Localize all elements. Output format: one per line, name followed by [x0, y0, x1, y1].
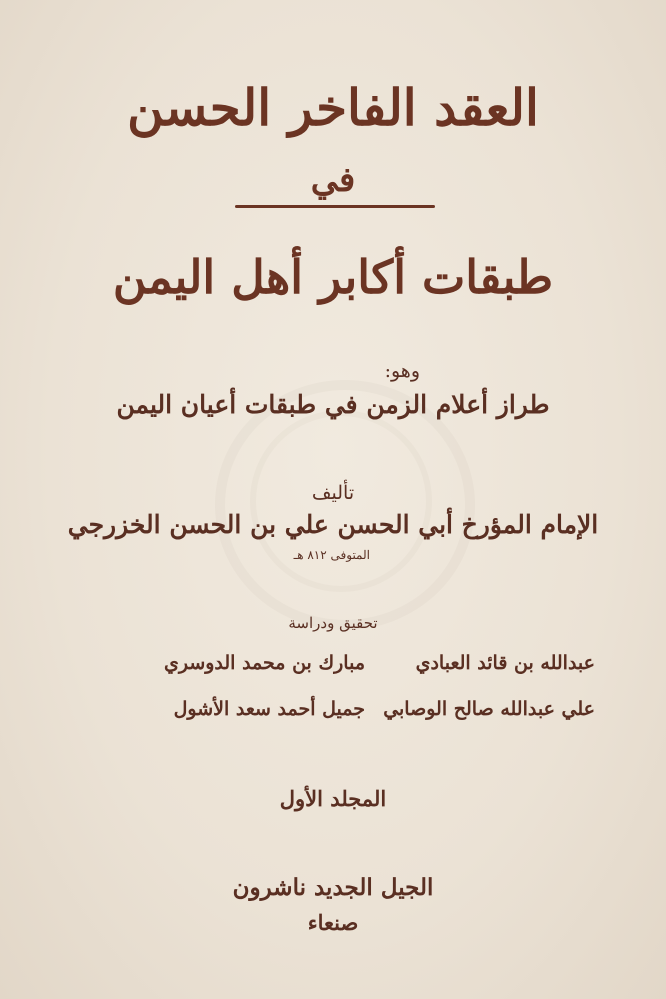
author-death-note: المتوفى ٨١٢ هـ [293, 548, 370, 562]
author-name: الإمام المؤرخ أبي الحسن علي بن الحسن الخزرجي [67, 510, 599, 539]
volume-label: المجلد الأول [279, 786, 387, 811]
book-title: العقد الفاخر الحسن [127, 78, 539, 137]
publisher-name: الجيل الجديد ناشرون [232, 874, 434, 901]
editor-name: مبارك بن محمد الدوسري [163, 652, 365, 674]
and-it-is-label: وهو: [384, 360, 420, 382]
alternate-title: طراز أعلام الزمن في طبقات أعيان اليمن [116, 390, 550, 419]
book-subtitle: طبقات أكابر أهل اليمن [112, 250, 554, 304]
editor-name: جميل أحمد سعد الأشول [173, 698, 365, 720]
editing-label: تحقيق ودراسة [288, 614, 378, 632]
title-rule [235, 205, 435, 208]
authorship-label: تأليف [311, 482, 355, 504]
editor-name: علي عبدالله صالح الوصابي [383, 698, 595, 720]
title-preposition: في [310, 160, 356, 200]
publisher-city: صنعاء [307, 910, 359, 935]
editor-name: عبدالله بن قائد العبادي [415, 652, 595, 674]
